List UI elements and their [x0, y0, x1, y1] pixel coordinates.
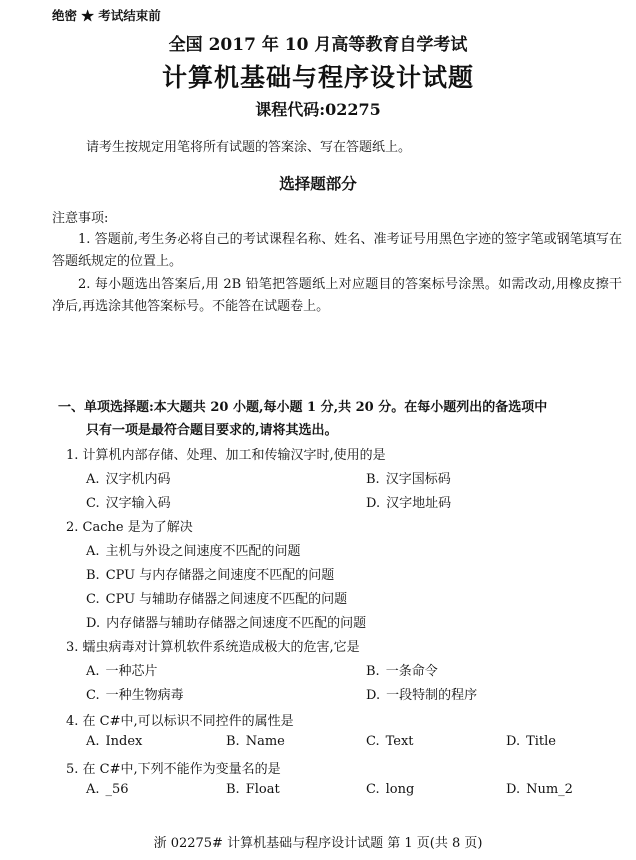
option-letter: B. [366, 472, 380, 487]
option-text: 一段特制的程序 [386, 688, 478, 703]
option-text: 一种生物病毒 [105, 688, 184, 703]
option-letter: C. [366, 782, 380, 797]
option-letter: D. [366, 496, 381, 511]
question-3-stem: 3. 蠕虫病毒对计算机软件系统造成极大的危害,它是 [66, 640, 360, 655]
exam-title: 全国 2017 年 10 月高等教育自学考试 [168, 35, 468, 55]
secret-mark: 绝密 ★ 考试结束前 [52, 8, 161, 23]
q2-option-d [86, 612, 366, 631]
option-letter: C. [86, 496, 100, 511]
option-letter: A. [86, 472, 100, 487]
q5-option-b [226, 782, 280, 797]
q2-option-a [86, 540, 301, 559]
option-text: Title [526, 734, 556, 749]
q3-option-b [366, 660, 438, 679]
answer-instruction: 请考生按规定用笔将所有试题的答案涂、写在答题纸上。 [86, 140, 412, 155]
q4-option-a [86, 734, 142, 749]
q4-option-c [366, 734, 414, 749]
option-letter: C. [86, 688, 100, 703]
part-heading-line2: 只有一项是最符合题目要求的,请将其选出。 [86, 423, 338, 438]
option-letter: B. [366, 664, 380, 679]
option-text: 汉字输入码 [105, 496, 171, 511]
q1-option-c [86, 492, 171, 511]
q5-option-d [506, 782, 573, 797]
option-text: 内存储器与辅助存储器之间速度不匹配的问题 [106, 616, 367, 631]
question-4-stem: 4. 在 C#中,可以标识不同控件的属性是 [66, 714, 294, 729]
q3-option-d [366, 684, 477, 703]
option-text: 汉字机内码 [105, 472, 171, 487]
notice-label: 注意事项: [52, 211, 109, 226]
option-text: CPU 与内存储器之间速度不匹配的问题 [105, 568, 335, 583]
q4-option-b [226, 734, 285, 749]
option-text: Name [245, 734, 285, 749]
q1-option-b [366, 468, 451, 487]
option-letter: D. [366, 688, 381, 703]
option-letter: A. [86, 544, 100, 559]
subject-title: 计算机基础与程序设计试题 [161, 63, 474, 92]
option-letter: A. [86, 664, 100, 679]
q5-option-c [366, 782, 414, 797]
option-text: CPU 与辅助存储器之间速度不匹配的问题 [105, 592, 348, 607]
option-text: 一条命令 [385, 664, 438, 679]
option-letter: C. [366, 734, 380, 749]
notice-item-1: 1. 答题前,考生务必将自己的考试课程名称、姓名、准考证号用黑色字迹的签字笔或钢笔填写在答题纸规定的位置上。 [52, 232, 622, 269]
course-code: 课程代码:02275 [255, 100, 381, 119]
option-letter: D. [86, 616, 101, 631]
q2-option-c [86, 588, 347, 607]
q2-option-b [86, 564, 334, 583]
q3-option-a [86, 660, 158, 679]
option-text: 一种芯片 [105, 664, 158, 679]
q1-option-a [86, 468, 171, 487]
option-text: 汉字地址码 [386, 496, 452, 511]
question-2-stem: 2. Cache 是为了解决 [66, 520, 193, 535]
option-letter: D. [506, 734, 521, 749]
option-letter: C. [86, 592, 100, 607]
part-heading-line1: 一、单项选择题:本大题共 20 小题,每小题 1 分,共 20 分。在每小题列出的备选项中 [58, 400, 548, 415]
page-footer: 浙 02275# 计算机基础与程序设计试题 第 1 页(共 8 页) [153, 836, 483, 851]
option-letter: A. [86, 734, 100, 749]
option-letter: B. [86, 568, 100, 583]
q1-option-d [366, 492, 451, 511]
option-letter: B. [226, 782, 240, 797]
option-text: 汉字国标码 [385, 472, 451, 487]
section-title: 选择题部分 [279, 174, 357, 193]
option-text: Text [385, 734, 414, 749]
option-letter: A. [86, 782, 100, 797]
notice-item-2: 2. 每小题选出答案后,用 2B 铅笔把答题纸上对应题目的答案标号涂黑。如需改动,用橡皮擦干净后,再选涂其他答案标号。不能答在试题卷上。 [52, 277, 622, 314]
question-5-stem: 5. 在 C#中,下列不能作为变量名的是 [66, 762, 281, 777]
q5-option-a [86, 782, 129, 797]
q3-option-c [86, 684, 184, 703]
question-1-stem: 1. 计算机内部存储、处理、加工和传输汉字时,使用的是 [66, 448, 386, 463]
q4-option-d [506, 734, 556, 749]
option-text: long [385, 782, 415, 797]
option-letter: B. [226, 734, 240, 749]
option-text: 主机与外设之间速度不匹配的问题 [105, 544, 301, 559]
option-text: _56 [105, 782, 129, 797]
option-letter: D. [506, 782, 521, 797]
option-text: Num_2 [526, 782, 573, 797]
option-text: Float [245, 782, 280, 797]
option-text: Index [105, 734, 143, 749]
